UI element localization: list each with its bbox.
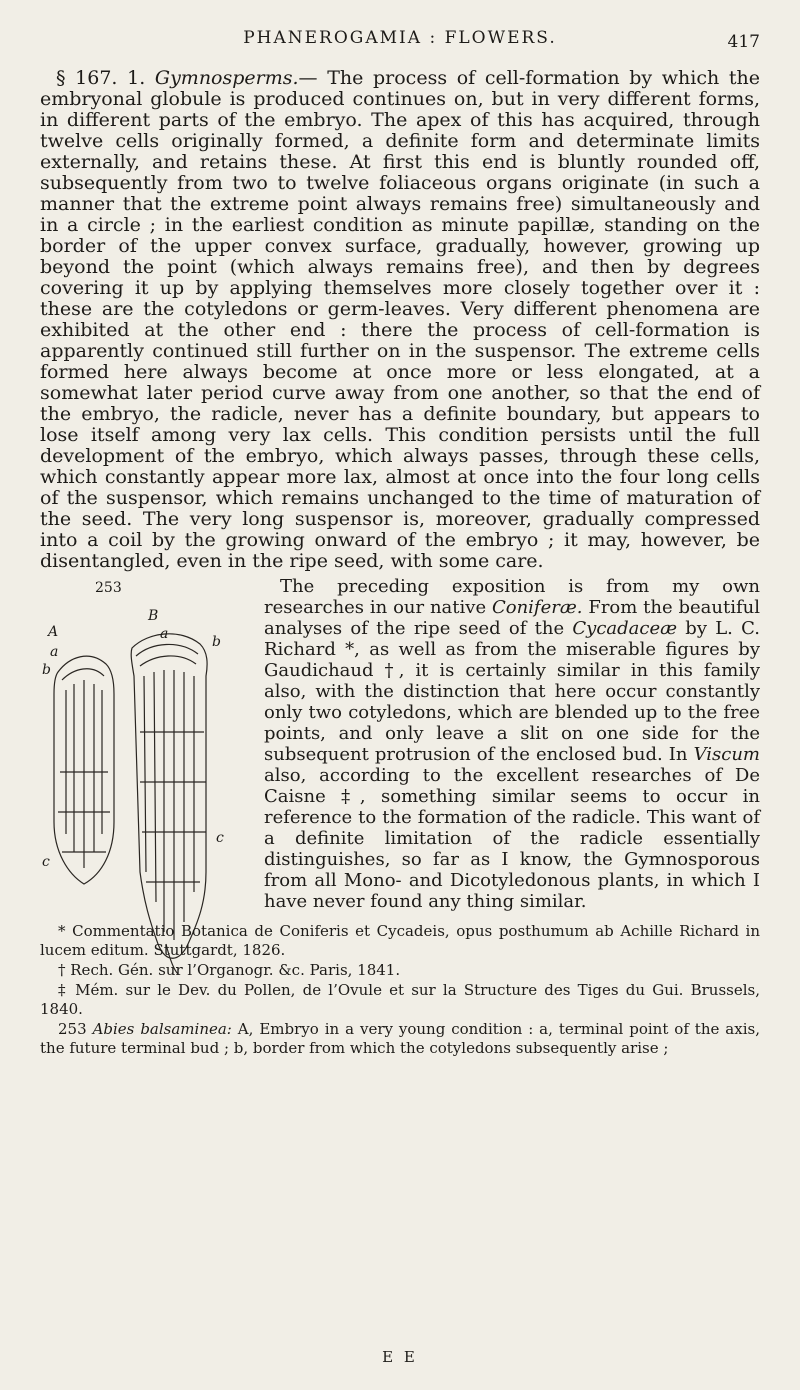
second-paragraph bbox=[264, 576, 760, 912]
signature-mark: E E bbox=[382, 1348, 418, 1366]
embryo-b-cotyledons bbox=[136, 644, 198, 666]
page-number: 417 bbox=[727, 32, 760, 52]
section-heading: Gymnosperms. bbox=[154, 67, 299, 89]
label-a-right: a bbox=[160, 626, 169, 642]
embryo-a-cells bbox=[66, 680, 102, 868]
caption-number: 253 bbox=[58, 1020, 87, 1038]
caption-species: Abies balsaminea: bbox=[92, 1020, 232, 1038]
label-B: B bbox=[148, 608, 159, 624]
label-A: A bbox=[48, 624, 59, 640]
embryo-b-cross-walls bbox=[140, 732, 206, 882]
figure-caption bbox=[40, 1020, 760, 1058]
running-head bbox=[0, 28, 800, 58]
embryo-b-cells bbox=[144, 670, 194, 940]
figure-253 bbox=[40, 572, 250, 982]
embryo-b-outline bbox=[131, 634, 207, 958]
footnotes bbox=[40, 922, 760, 1059]
para2-part2: From the beautiful analyses of the ripe seed of the bbox=[264, 597, 760, 639]
label-c-left: c bbox=[42, 854, 50, 870]
section-body: — The process of cell-formation by which the embryonal globule is produced continues on, but in very different forms, in different parts of the embryo. The apex of this has acquired, through twelve cells originally formed, a definite form and determinate limits externally, and retains these. At first this end is bluntly rounded off, subsequently from two to twelve foliaceous organs originate (in such a manner that the extreme point always remains free) simultaneously and in a circle ; in the earliest condition as minute papillæ, standing on the border of the upper convex surface, gradually, however, growing up beyond the point (which always remains free), and then by degrees covering it up by applying themselves more closely together over it : these are the cotyledons or germ-leaves. Very different phenomena are exhibited at the other end : there the process of cell-formation is apparently continued still further on in the suspensor. The extreme cells formed here always become at once more or less elongated, at a somewhat later period curve away from one another, so that the end of the embryo, the radicle, never has a definite boundary, but appears to lose itself among very lax cells. This condition persists until the full development of the embryo, which always passes, through these cells, which constantly appear more lax, almost at once into the four long cells of the suspensor, which remains unchanged to the time of maturation of the seed. The very long suspensor is, moreover, gradually compressed into a coil by the growing onward of the embryo ; it may, however, be disentangled, even in the ripe seed, with some care. bbox=[40, 67, 760, 572]
main-text bbox=[40, 68, 760, 982]
label-b-left: b bbox=[42, 662, 51, 678]
label-c-right: c bbox=[216, 830, 224, 846]
label-b-right: b bbox=[212, 634, 221, 650]
figure-and-text bbox=[40, 572, 760, 982]
caption-text: A, Embryo in a very young condition : a, terminal point of the axis, the future terminal bud ; b, border from which the cotyledons subsequently arise ; bbox=[40, 1020, 760, 1057]
para2-part1: The preceding exposition is from my own researches in our native bbox=[264, 576, 760, 618]
para2-italic-cycadaceae: Cycadaceæ bbox=[572, 618, 678, 639]
running-title: PHANEROGAMIA : FLOWERS. bbox=[243, 28, 557, 48]
figure-number: 253 bbox=[95, 580, 122, 596]
embryo-a-cotyledon bbox=[62, 669, 104, 680]
section-number: § 167. 1. bbox=[56, 67, 146, 89]
section-paragraph bbox=[40, 68, 760, 572]
label-a-left: a bbox=[50, 644, 59, 660]
side-text bbox=[264, 576, 760, 912]
para2-italic-coniferae: Coniferæ. bbox=[491, 597, 583, 618]
footnote-2: † Rech. Gén. sur l’Organogr. &c. Paris, 1841. bbox=[58, 961, 401, 979]
para2-italic-viscum: Viscum bbox=[693, 744, 760, 765]
footnote-1: * Commentatio Botanica de Coniferis et Cycadeis, opus posthumum ab Achille Richard in lucem editum. Stuttgardt, 1826. bbox=[40, 922, 760, 959]
para2-part4: also, according to the excellent researches of De Caisne ‡, something similar seems to occur in reference to the formation of the radicle. This want of a definite limitation of the radicle essentially distinguishes, so far as I know, the Gymnosporous from all Mono- and Dicotyledonous plants, in which I have never found any thing similar. bbox=[264, 765, 760, 912]
footnote-3: ‡ Mém. sur le Dev. du Pollen, de l’Ovule et sur la Structure des Tiges du Gui. Brussels, 1840. bbox=[40, 981, 760, 1018]
para2-part3: by L. C. Richard *, as well as from the miserable figures by Gaudichaud †, it is certainly similar in this family also, with the distinction that here occur constantly only two cotyledons, which are blended up to the free points, and only leave a slit on one side for the subsequent protrusion of the enclosed bud. In bbox=[264, 618, 760, 765]
